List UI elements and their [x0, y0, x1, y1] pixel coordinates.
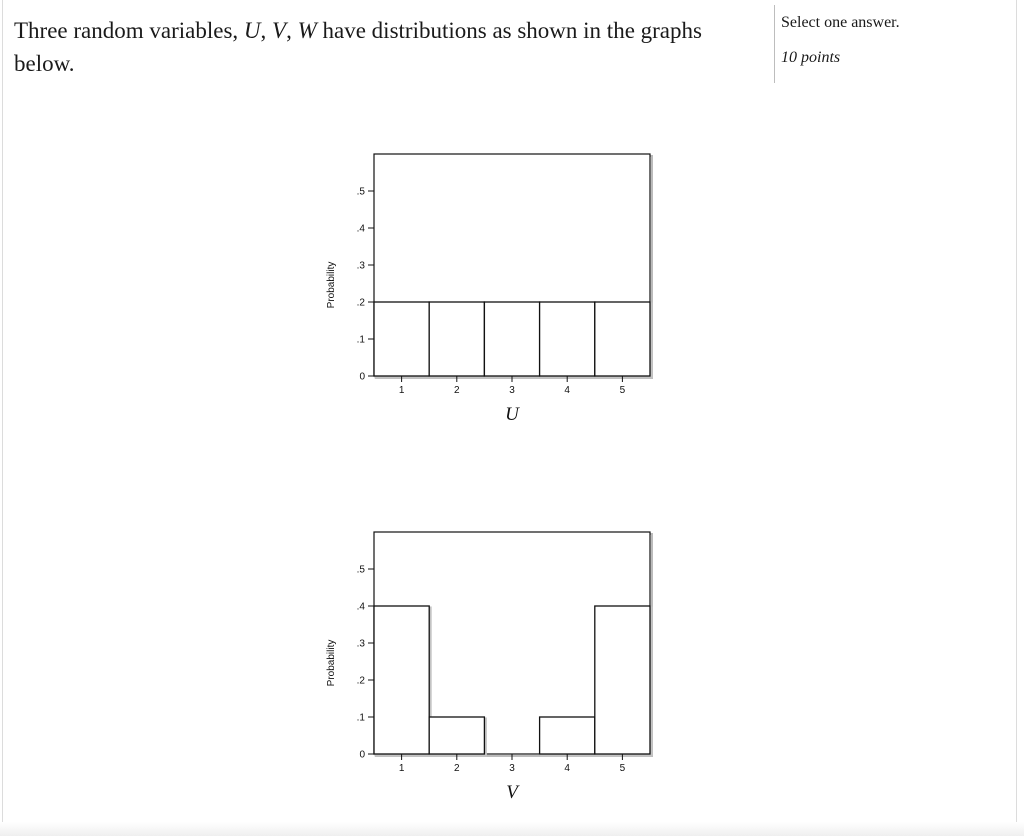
y-tick-label: .4: [356, 223, 365, 235]
separator-2: ,: [286, 18, 298, 43]
x-tick-label: 3: [509, 385, 515, 396]
chart-u: [300, 140, 700, 440]
bar: [429, 302, 484, 376]
bar: [595, 606, 650, 754]
x-tick-label: 4: [564, 385, 570, 396]
x-tick-label: 4: [564, 763, 570, 774]
y-tick-label: 0: [359, 371, 365, 383]
bottom-shade: [0, 822, 1024, 836]
y-tick-label: 0: [359, 749, 365, 761]
variable-u: U: [243, 18, 261, 43]
x-tick-label: 5: [619, 763, 626, 774]
chart-v: [300, 518, 700, 818]
points-label: 10 points: [781, 49, 841, 66]
bar: [374, 606, 429, 754]
y-tick-label: .2: [356, 675, 365, 687]
bar: [429, 717, 484, 754]
y-axis-label: Probability: [326, 639, 337, 687]
question-text: [14, 14, 754, 80]
y-tick-label: .5: [356, 564, 365, 576]
bar: [540, 302, 595, 376]
x-tick-label: 1: [398, 763, 405, 774]
answer-info-panel: [774, 5, 974, 83]
x-tick-label: 5: [619, 385, 626, 396]
select-instruction: Select one answer.: [781, 14, 900, 31]
y-tick-label: .3: [356, 260, 365, 272]
y-tick-label: .4: [356, 601, 365, 613]
bar: [540, 717, 595, 754]
variable-v: V: [272, 18, 287, 43]
question-text-after: have distributions as shown in the graphs below.: [14, 18, 702, 76]
bar: [374, 302, 429, 376]
x-axis-label: V: [506, 782, 518, 803]
x-axis-label: U: [505, 404, 519, 425]
x-tick-label: 2: [454, 763, 460, 774]
y-tick-label: .3: [356, 638, 365, 650]
y-tick-label: .5: [356, 186, 365, 198]
y-axis-label: Probability: [326, 261, 337, 309]
x-tick-label: 2: [454, 385, 460, 396]
x-tick-label: 1: [398, 385, 405, 396]
question-text-before: Three random variables,: [14, 18, 244, 43]
y-tick-label: .1: [356, 334, 365, 346]
variable-w: W: [297, 18, 317, 43]
y-tick-label: .1: [356, 712, 365, 724]
x-tick-label: 3: [509, 763, 515, 774]
bar: [595, 302, 650, 376]
bar: [484, 302, 539, 376]
y-tick-label: .2: [356, 297, 365, 309]
separator-1: ,: [260, 18, 273, 43]
